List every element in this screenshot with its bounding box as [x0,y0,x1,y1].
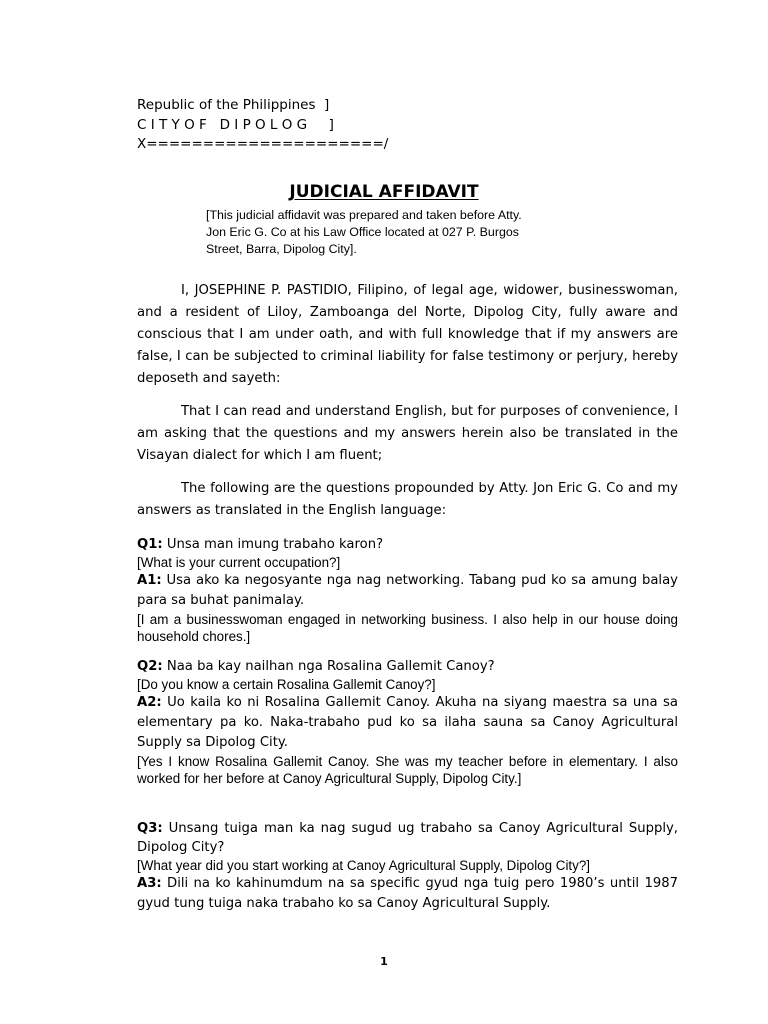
question-text: Unsang tuiga man ka nag sugud ug trabaho sa Canoy Agricultural Supply, Dipolog City? [137,821,678,855]
document-title: JUDICIAL AFFIDAVIT [289,182,479,202]
question-label: Q1: [137,537,163,552]
answer-label: A3: [137,876,162,891]
answer-text: Uo kaila ko ni Rosalina Gallemit Canoy. Akuha na siyang maestra sa una sa elementary pa ko. Naka-trabaho pud ko sa ilaha sauna sa Canoy Agricultural Supply sa Dipolog City. [137,695,678,750]
note-line: Street, Barra, Dipolog City]. [206,242,357,256]
question [137,658,678,676]
question-translation: [What year did you start working at Canoy Agricultural Supply, Dipolog City?] [137,858,591,873]
preparation-note [206,207,626,258]
qa-block-2 [137,658,678,787]
question-text: Unsa man imung trabaho karon? [162,537,384,552]
question-label: Q3: [137,821,163,836]
answer-label: A2: [137,695,162,710]
qa-block-1 [137,536,678,645]
answer-translation: [I am a businesswoman engaged in networking business. I also help in our house doing household chores.] [137,612,678,644]
page-number: 1 [380,955,388,968]
note-line: Jon Eric G. Co at his Law Office located at 027 P. Burgos [206,225,519,239]
answer [137,874,678,914]
caption-separator: X=====================/ [137,136,389,152]
question-translation: [What is your current occupation?] [137,555,341,570]
intro-paragraph: I, JOSEPHINE P. PASTIDIO, Filipino, of legal age, widower, businesswoman, and a resident of Liloy, Zamboanga del Norte, Dipolog City, fully aware and conscious that I am under oath, and with full knowledge that if my answers are false, I can be subjected to criminal liability for false testimony or perjury, hereby deposeth and sayeth: [137,283,678,386]
note-line: [This judicial affidavit was prepared and taken before Atty. [206,208,522,222]
caption-republic: Republic of the Philippines ] [137,97,330,113]
question-text: Naa ba kay nailhan nga Rosalina Gallemit Canoy? [162,659,495,674]
answer [137,693,678,753]
answer-label: A1: [137,573,162,588]
language-paragraph: That I can read and understand English, but for purposes of convenience, I am asking that the questions and my answers herein also be translated in the Visayan dialect for which I am fluent; [137,404,678,463]
caption-city: C I T Y O F D I P O L O G ] [137,117,334,133]
qa-block-3 [137,819,678,914]
question-label: Q2: [137,659,163,674]
answer-text: Dili na ko kahinumdum na sa specific gyud nga tuig pero 1980’s until 1987 gyud tung tuiga naka trabaho ko sa Canoy Agricultural Supply. [137,876,678,911]
questions-intro-paragraph: The following are the questions propounded by Atty. Jon Eric G. Co and my answers as translated in the English language: [137,481,678,518]
question-translation: [Do you know a certain Rosalina Gallemit Canoy?] [137,677,436,692]
answer-translation: [Yes I know Rosalina Gallemit Canoy. She was my teacher before in elementary. I also worked for her before at Canoy Agricultural Supply, Dipolog City.] [137,754,678,786]
answer-text: Usa ako ka negosyante nga nag networking. Tabang pud ko sa amung balay para sa buhat panimalay. [137,573,678,608]
question [137,536,678,554]
question [137,819,678,857]
answer [137,571,678,611]
